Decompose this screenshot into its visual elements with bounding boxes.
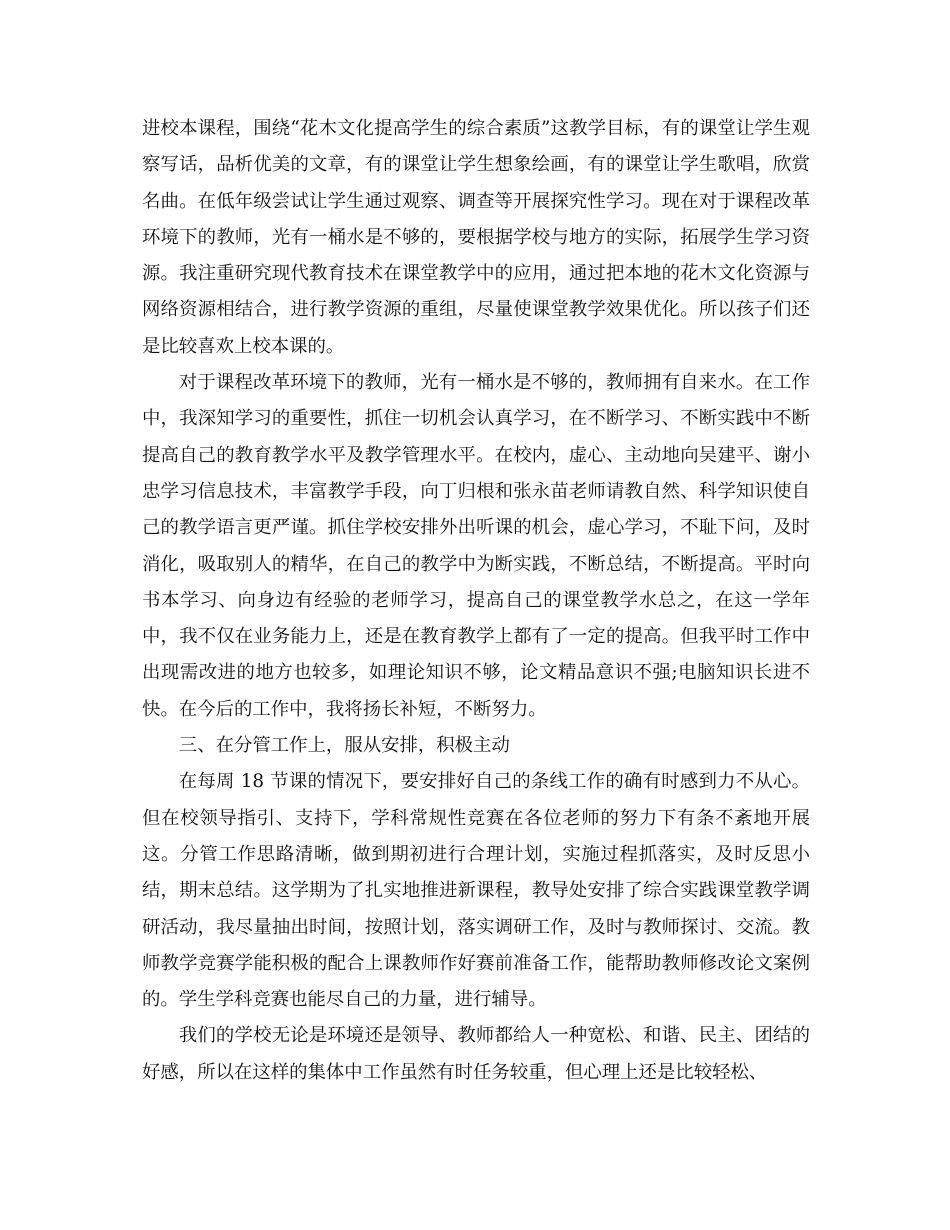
section-heading: 三、在分管工作上，服从安排，积极主动 <box>178 735 510 757</box>
document-body <box>142 111 810 1091</box>
paragraph-4: 我们的学校无论是环境还是领导、教师都给人一种宽松、和谐、民主、团结的好感，所以在这样的集体中工作虽然有时任务较重，但心理上还是比较轻松、 <box>142 1025 810 1083</box>
paragraph-2: 对于课程改革环境下的教师，光有一桶水是不够的，教师拥有自来水。在工作中，我深知学习的重要性，抓住一切机会认真学习，在不断学习、不断实践中不断提高自己的教育教学水平及教学管理水平。在校内，虚心、主动地向吴建平、谢小忠学习信息技术，丰富教学手段，向丁归根和张永苗老师请教自然、科学知识使自己的教学语言更严谨。抓住学校安排外出听课的机会，虚心学习，不耻下问，及时消化，吸取别人的精华，在自己的教学中为断实践，不断总结，不断提高。平时向书本学习、向身边有经验的老师学习，提高自己的课堂教学水总之，在这一学年中，我不仅在业务能力上，还是在教育教学上都有了一定的提高。但我平时工作中出现需改进的地方也较多，如理论知识不够，论文精品意识不强;电脑知识长进不快。在今后的工作中，我将扬长补短，不断努力。 <box>142 372 810 720</box>
paragraph-1: 进校本课程，围绕“花木文化提高学生的综合素质”这教学目标，有的课堂让学生观察写话，品析优美的文章，有的课堂让学生想象绘画，有的课堂让学生歌唱，欣赏名曲。在低年级尝试让学生通过观察、调查等开展探究性学习。现在对于课程改革环境下的教师，光有一桶水是不够的，要根据学校与地方的实际，拓展学生学习资源。我注重研究现代教育技术在课堂教学中的应用，通过把本地的花木文化资源与网络资源相结合，进行教学资源的重组，尽量使课堂教学效果优化。所以孩子们还是比较喜欢上校本课的。 <box>142 118 810 357</box>
paragraph-3: 在每周 18 节课的情况下，要安排好自己的条线工作的确有时感到力不从心。但在校领导指引、支持下，学科常规性竞赛在各位老师的努力下有条不紊地开展这。分管工作思路清晰，做到期初进行合理计划，实施过程抓落实，及时反思小结，期末总结。这学期为了扎实地推进新课程，教导处安排了综合实践课堂教学调研活动，我尽量抽出时间，按照计划，落实调研工作，及时与教师探讨、交流。教师教学竞赛学能积极的配合上课教师作好赛前准备工作，能帮助教师修改论文案例的。学生学科竞赛也能尽自己的力量，进行辅导。 <box>142 771 810 1011</box>
